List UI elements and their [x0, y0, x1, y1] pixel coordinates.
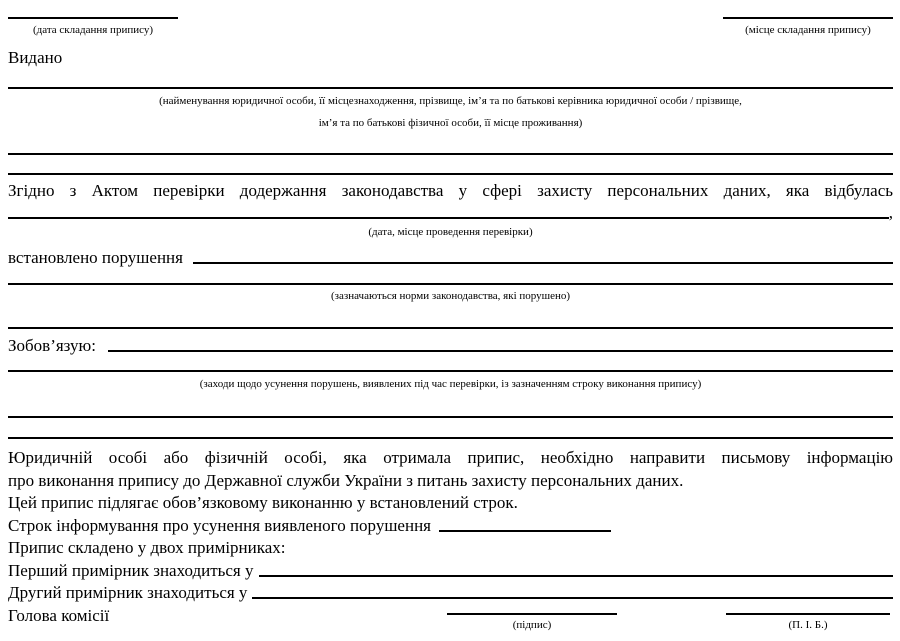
obligation-blank-line [108, 350, 893, 352]
closing-line-3: Цей припис підлягає обов’язковому виконанню у встановлений строк. [8, 493, 518, 512]
copy2-blank-line [252, 597, 893, 599]
entity-caption-line2: ім’я та по батькові фізичної особи, її місце проживання) [318, 117, 583, 129]
measures-blank-line-3 [8, 437, 893, 439]
name-caption: (П. І. Б.) [788, 618, 828, 631]
date-blank-line [8, 17, 178, 19]
place-field [723, 17, 893, 37]
violation-extra-blank-line [8, 283, 893, 285]
place-caption: (місце складання припису) [745, 24, 871, 36]
pre-obligation-blank-line [8, 327, 893, 329]
term-row [8, 515, 893, 538]
inspection-blank-row [8, 202, 893, 224]
obligation-label: Зобов’язую: [8, 336, 96, 355]
inspection-caption: (дата, місце проведення перевірки) [368, 226, 533, 238]
signature-block [447, 613, 617, 632]
name-block [726, 613, 890, 632]
entity-extra-blank-line-2 [8, 173, 893, 175]
inspection-blank-line [8, 217, 889, 219]
term-label: Строк інформування про усунення виявленого порушення [8, 515, 431, 535]
signature-blank-line [447, 613, 617, 615]
copy2-label: Другий примірник знаходиться у [8, 583, 248, 602]
signature-row [8, 605, 893, 641]
term-blank-line [439, 530, 611, 532]
chair-label: Голова комісії [8, 605, 110, 625]
place-blank-line [723, 17, 893, 19]
entity-extra-blank-line-1 [8, 153, 893, 155]
signature-caption: (підпис) [512, 618, 552, 631]
entity-blank-line [8, 87, 893, 89]
date-caption: (дата складання припису) [32, 24, 154, 36]
copy1-label: Перший примірник знаходиться у [8, 560, 254, 580]
issued-label: Видано [8, 48, 63, 67]
closing-line-2: про виконання припису до Державної служби України з питань захисту персональних даних. [8, 470, 684, 490]
copy1-row [8, 560, 893, 583]
copies-label: Припис складено у двох примірниках: [8, 538, 286, 557]
closing-block [8, 447, 893, 641]
entity-caption-line1: (найменування юридичної особи, її місцезнаходження, прізвище, ім’я та по батькові керівника юридичної особи / прізвище, [159, 95, 742, 107]
top-caption-row [8, 17, 893, 37]
violation-label: встановлено порушення [8, 248, 183, 267]
violation-caption: (зазначаються норми законодавства, які порушено) [330, 290, 571, 302]
inspection-intro: Згідно з Актом перевірки додержання законодавства у сфері захисту персональних даних, яка відбулась [8, 181, 893, 200]
date-field [8, 17, 178, 37]
copy2-row [8, 582, 893, 605]
trailing-comma: , [888, 203, 893, 222]
violation-row [8, 247, 893, 269]
closing-line-1: Юридичній особі або фізичній особі, яка отримала припис, необхідно направити письмову інформацію [8, 448, 893, 467]
measures-caption: (заходи щодо усунення порушень, виявлених під час перевірки, із зазначенням строку виконання припису) [199, 378, 702, 390]
measures-blank-line-2 [8, 416, 893, 418]
obligation-row [8, 335, 893, 357]
copy1-blank-line [259, 575, 893, 577]
violation-blank-line [193, 262, 893, 264]
name-blank-line [726, 613, 890, 615]
measures-blank-line-1 [8, 370, 893, 372]
